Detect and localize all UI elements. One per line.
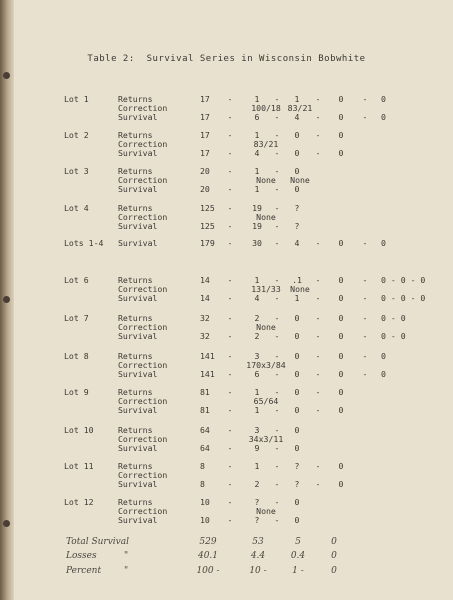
cell-value: 0 — [338, 330, 344, 341]
row-label: Returns — [118, 203, 153, 213]
cell-value: 0 — [338, 461, 344, 471]
dash: - — [315, 330, 321, 341]
row-label: Correction — [118, 469, 168, 480]
row-label: Returns — [118, 351, 153, 361]
dash: - — [274, 442, 280, 453]
row-label: Returns — [118, 313, 153, 323]
cell-value: 0 — [338, 292, 344, 303]
handwritten-value: 10 - — [249, 566, 267, 576]
dash: - — [315, 130, 321, 140]
dash: - — [315, 461, 321, 471]
cell-value: ? — [294, 478, 300, 489]
cell-value: 1 — [294, 292, 300, 303]
cell-value: 9 — [254, 442, 260, 453]
dash: - — [227, 387, 233, 397]
dash: - — [227, 404, 233, 415]
dash: - — [274, 275, 280, 285]
cell-value: 4 — [254, 147, 260, 158]
dash: - — [362, 111, 368, 122]
row-label: Correction — [118, 283, 168, 294]
cell-value: 14 — [200, 292, 210, 303]
dash: - — [274, 111, 280, 122]
cell-value: ? — [294, 220, 300, 231]
cell-value: 64 — [200, 425, 210, 435]
row-label: Survival — [118, 111, 158, 122]
lot-label: Lot 11 — [64, 461, 94, 471]
cell-value: 0 — [338, 94, 344, 104]
cell-value: 0 — [381, 351, 386, 361]
handwritten-value: 529 — [199, 537, 217, 547]
row-label: Survival — [118, 292, 158, 303]
dash: - — [274, 220, 280, 231]
row-label: Returns — [118, 497, 153, 507]
handwritten-value: 0.4 — [290, 551, 306, 561]
cell-value: 0 — [294, 497, 300, 507]
cell-value: 0 — [294, 514, 300, 525]
handwritten-label: Total Survival — [66, 537, 129, 547]
dash: - — [274, 461, 280, 471]
cell-value: 0 - 0 - 0 — [381, 292, 426, 303]
dash: - — [274, 387, 280, 397]
lot-label: Lot 8 — [64, 351, 89, 361]
cell-value: 2 — [254, 313, 260, 323]
cell-value: 2 — [254, 478, 260, 489]
lot-label: Lot 1 — [64, 94, 89, 104]
cell-value: None — [256, 505, 276, 516]
lot-label: Lot 7 — [64, 313, 89, 323]
row-label: Returns — [118, 387, 153, 397]
dash: - — [227, 203, 233, 213]
cell-value: 32 — [200, 330, 210, 341]
lot-label: Lot 4 — [64, 203, 89, 213]
dash: - — [362, 351, 368, 361]
handwritten-value: 40.1 — [197, 551, 219, 561]
cell-value: 81 — [200, 387, 210, 397]
cell-value: 0 — [294, 387, 300, 397]
row-label: Returns — [118, 166, 153, 176]
dash: - — [315, 351, 321, 361]
dash: - — [274, 147, 280, 158]
dash: - — [274, 130, 280, 140]
lot-label: Lot 3 — [64, 166, 89, 176]
cell-value: 0 — [294, 442, 300, 453]
dash: - — [227, 330, 233, 341]
binding-hole — [3, 72, 10, 79]
dash: - — [362, 238, 368, 248]
cell-value: ? — [254, 514, 260, 525]
dash: - — [227, 478, 233, 489]
cell-value: 83/21 — [253, 138, 279, 149]
handwritten-label: Percent — [66, 566, 102, 576]
cell-value: 0 — [338, 313, 344, 323]
row-label: Survival — [118, 147, 158, 158]
cell-value: 125 — [200, 203, 215, 213]
cell-value: 0 — [294, 166, 300, 176]
dash: - — [227, 514, 233, 525]
dash: - — [227, 442, 233, 453]
cell-value: 3 — [254, 351, 260, 361]
row-label: Correction — [118, 138, 168, 149]
cell-value: 0 — [381, 94, 386, 104]
cell-value: 0 — [294, 147, 300, 158]
row-label: Survival — [118, 368, 158, 379]
row-label: Survival — [118, 183, 158, 194]
cell-value: ? — [254, 497, 260, 507]
handwritten-value: 4.4 — [250, 551, 266, 561]
cell-value: 2 — [254, 330, 260, 341]
row-label: Survival — [118, 404, 158, 415]
cell-value: 64 — [200, 442, 210, 453]
cell-value: 1 — [254, 166, 260, 176]
cell-value: 20 — [200, 183, 210, 194]
dash: - — [315, 238, 321, 248]
cell-value: 0 — [338, 404, 344, 415]
dash: - — [227, 313, 233, 323]
dash: - — [274, 351, 280, 361]
row-label: Returns — [118, 275, 153, 285]
cell-value: 100/18 — [251, 102, 281, 113]
row-label: Returns — [118, 94, 153, 104]
row-label: Returns — [118, 130, 153, 140]
row-label: Correction — [118, 321, 168, 332]
cell-value: None — [290, 174, 310, 185]
cell-value: 0 — [338, 368, 344, 379]
dash: - — [274, 514, 280, 525]
cell-value: 0 — [294, 425, 300, 435]
cell-value: 8 — [200, 478, 205, 489]
dash: - — [274, 166, 280, 176]
row-label: Correction — [118, 211, 168, 222]
cell-value: 141 — [200, 351, 215, 361]
row-label: Survival — [118, 478, 158, 489]
cell-value: 10 — [200, 497, 210, 507]
cell-value: None — [256, 321, 276, 332]
cell-value: 131/33 — [251, 283, 281, 294]
cell-value: 0 - 0 — [381, 330, 406, 341]
dash: - — [362, 292, 368, 303]
row-label: Survival — [118, 442, 158, 453]
row-label: Survival — [118, 514, 158, 525]
cell-value: 81 — [200, 404, 210, 415]
row-label: Correction — [118, 359, 168, 370]
cell-value: 0 — [338, 238, 344, 248]
dash: - — [274, 183, 280, 194]
dash: - — [315, 147, 321, 158]
cell-value: 4 — [254, 292, 260, 303]
cell-value: 83/21 — [287, 102, 313, 113]
cell-value: 0 - 0 - 0 — [381, 275, 426, 285]
cell-value: 0 — [338, 111, 344, 122]
cell-value: 179 — [200, 238, 215, 248]
handwritten-label: Losses — [66, 551, 97, 561]
dash: - — [362, 368, 368, 379]
binding-hole — [3, 520, 10, 527]
dash: - — [227, 461, 233, 471]
dash: - — [362, 313, 368, 323]
cell-value: 0 — [338, 478, 344, 489]
cell-value: 4 — [294, 238, 300, 248]
cell-value: 19 — [252, 203, 262, 213]
cell-value: 0 — [338, 387, 344, 397]
cell-value: 0 — [294, 313, 300, 323]
dash: - — [227, 111, 233, 122]
cell-value: 1 — [294, 94, 300, 104]
cell-value: 32 — [200, 313, 210, 323]
cell-value: 0 — [338, 130, 344, 140]
row-label: Correction — [118, 102, 168, 113]
dash: - — [274, 497, 280, 507]
dash: - — [362, 330, 368, 341]
cell-value: 0 — [338, 351, 344, 361]
cell-value: 17 — [200, 94, 210, 104]
cell-value: 0 - 0 — [381, 313, 406, 323]
cell-value: 17 — [200, 130, 210, 140]
dash: - — [315, 275, 321, 285]
cell-value: 0 — [338, 275, 344, 285]
cell-value: 0 — [294, 183, 300, 194]
dash: - — [227, 292, 233, 303]
dash: - — [274, 404, 280, 415]
dash: - — [227, 147, 233, 158]
cell-value: None — [290, 283, 310, 294]
row-label: Correction — [118, 174, 168, 185]
row-label: Correction — [118, 433, 168, 444]
dash: - — [227, 130, 233, 140]
dash: - — [274, 313, 280, 323]
cell-value: 0 — [294, 404, 300, 415]
dash: - — [274, 425, 280, 435]
dash: - — [274, 330, 280, 341]
cell-value: 170x3/84 — [246, 359, 286, 370]
cell-value: 1 — [254, 94, 260, 104]
lot-label: Lot 6 — [64, 275, 89, 285]
row-label: Returns — [118, 461, 153, 471]
row-label: Returns — [118, 425, 153, 435]
dash: - — [227, 497, 233, 507]
cell-value: 30 — [252, 238, 262, 248]
dash: - — [227, 425, 233, 435]
dash: - — [274, 94, 280, 104]
cell-value: 1 — [254, 275, 260, 285]
cell-value: 1 — [254, 404, 260, 415]
dash: - — [227, 351, 233, 361]
dash: - — [227, 368, 233, 379]
row-label: Correction — [118, 395, 168, 406]
cell-value: 8 — [200, 461, 205, 471]
dash: - — [227, 275, 233, 285]
cell-value: 6 — [254, 111, 260, 122]
dash: - — [362, 275, 368, 285]
page-title: Table 2: Survival Series in Wisconsin Bobwhite — [87, 54, 366, 64]
handwritten-value: 0 — [331, 566, 337, 576]
cell-value: 125 — [200, 220, 215, 231]
cell-value: 0 — [294, 368, 300, 379]
cell-value: None — [256, 211, 276, 222]
cell-value: 0 — [381, 111, 386, 122]
ditto-mark: " — [124, 566, 129, 576]
cell-value: 3 — [254, 425, 260, 435]
cell-value: 0 — [294, 330, 300, 341]
cell-value: ? — [294, 203, 300, 213]
row-label: Correction — [118, 505, 168, 516]
cell-value: 17 — [200, 111, 210, 122]
dash: - — [315, 94, 321, 104]
cell-value: .1 — [292, 275, 302, 285]
dash: - — [227, 183, 233, 194]
dash: - — [227, 220, 233, 231]
cell-value: ? — [294, 461, 300, 471]
lot-label: Lot 2 — [64, 130, 89, 140]
dash: - — [227, 238, 233, 248]
handwritten-value: 53 — [252, 537, 264, 547]
cell-value: 1 — [254, 130, 260, 140]
lot-label: Lot 9 — [64, 387, 89, 397]
cell-value: 17 — [200, 147, 210, 158]
dash: - — [315, 404, 321, 415]
handwritten-value: 1 - — [292, 566, 304, 576]
handwritten-value: 0 — [331, 551, 337, 561]
cell-value: 20 — [200, 166, 210, 176]
dash: - — [274, 238, 280, 248]
dash: - — [227, 166, 233, 176]
dash: - — [274, 203, 280, 213]
dash: - — [315, 387, 321, 397]
cell-value: 0 — [338, 147, 344, 158]
cell-value: 65/64 — [253, 395, 279, 406]
row-label: Survival — [118, 220, 158, 231]
ditto-mark: " — [124, 551, 129, 561]
dash: - — [274, 368, 280, 379]
dash: - — [274, 478, 280, 489]
cell-value: 6 — [254, 368, 260, 379]
dash: - — [315, 111, 321, 122]
row-label: Survival — [118, 330, 158, 341]
handwritten-value: 5 — [295, 537, 301, 547]
row-label: Survival — [118, 238, 158, 248]
cell-value: 19 — [252, 220, 262, 231]
lot-label: Lot 12 — [64, 497, 94, 507]
lot-label: Lots 1-4 — [64, 238, 104, 248]
cell-value: 34x3/11 — [248, 433, 284, 444]
cell-value: 1 — [254, 387, 260, 397]
lot-label: Lot 10 — [64, 425, 94, 435]
dash: - — [227, 94, 233, 104]
dash: - — [315, 478, 321, 489]
dash: - — [315, 292, 321, 303]
cell-value: 1 — [254, 461, 260, 471]
cell-value: 0 — [381, 238, 386, 248]
cell-value: 1 — [254, 183, 260, 194]
handwritten-value: 100 - — [196, 566, 220, 576]
cell-value: 14 — [200, 275, 210, 285]
cell-value: 10 — [200, 514, 210, 525]
cell-value: None — [256, 174, 276, 185]
dash: - — [315, 313, 321, 323]
handwritten-value: 0 — [331, 537, 337, 547]
dash: - — [274, 292, 280, 303]
cell-value: 4 — [294, 111, 300, 122]
cell-value: 0 — [294, 130, 300, 140]
cell-value: 0 — [294, 351, 300, 361]
binding-hole — [3, 296, 10, 303]
cell-value: 141 — [200, 368, 215, 379]
dash: - — [315, 368, 321, 379]
cell-value: 0 — [381, 368, 386, 379]
dash: - — [362, 94, 368, 104]
